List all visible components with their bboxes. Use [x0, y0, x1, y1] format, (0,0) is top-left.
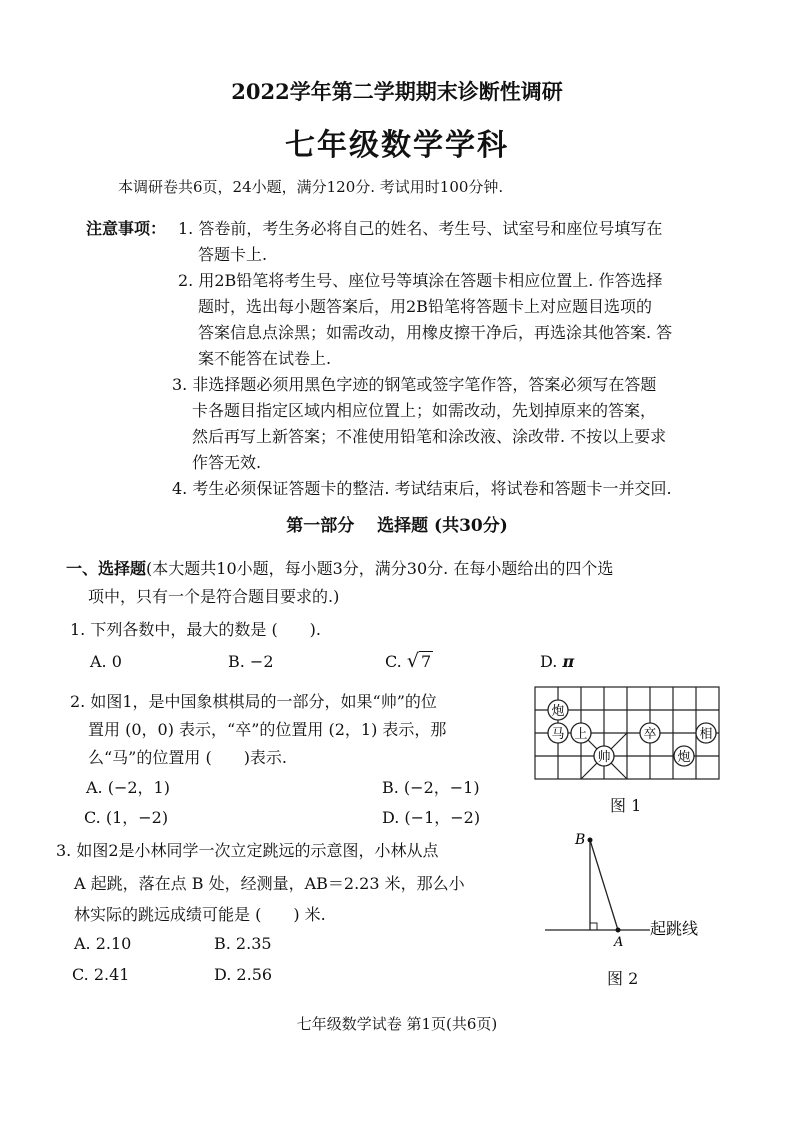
piece-ma [548, 723, 568, 743]
note-3-line-1: 3. 非选择题必须用黑色字迹的钢笔或签字笔作答，答案必须写在答题 [172, 375, 657, 394]
point-a [616, 928, 621, 933]
note-3-line-4: 作答无效. [192, 453, 262, 472]
q2-line-1: 2. 如图1，是中国象棋棋局的一部分，如果“帅”的位 [70, 692, 437, 711]
note-4-line-1: 4. 考生必须保证答题卡的整洁. 考试结束后，将试卷和答题卡一并交回. [172, 479, 672, 498]
note-2-line-3: 答案信息点涂黑；如需改动，用橡皮擦干净后，再选涂其他答案. 答 [198, 323, 673, 342]
part1-heading [66, 556, 613, 579]
piece-ma-label: 马 [551, 727, 565, 742]
point-b [588, 838, 593, 843]
q3-option-b: B. 2.35 [214, 934, 272, 953]
figure-2-long-jump [540, 830, 720, 955]
figure-2-caption: 图 2 [607, 969, 639, 988]
q2-option-c: C. (1，−2) [84, 808, 169, 827]
note-1-line-2: 答题卡上. [198, 245, 268, 264]
q1-option-d [540, 652, 574, 671]
q2-option-d: D. (−1，−2) [382, 808, 481, 827]
label-b: B [575, 832, 586, 848]
label-a: A [614, 935, 624, 950]
q3-option-c: C. 2.41 [72, 965, 130, 984]
sqrt-symbol: √ 7 [406, 650, 432, 672]
piece-pao-2 [674, 746, 694, 766]
note-3-line-3: 然后再写上新答案；不准使用铅笔和涂改液、涂改带. 不按以上要求 [192, 427, 667, 446]
piece-xiang-label: 相 [699, 727, 713, 742]
piece-shuai-label: 帅 [597, 750, 611, 765]
note-2-line-2: 题时，选出每小题答案后，用2B铅笔将答题卡上对应题目选项的 [198, 297, 652, 316]
q1-option-c-label: C. [385, 652, 402, 671]
piece-pao-1-label: 炮 [551, 704, 565, 719]
notes-label: 注意事项： [86, 219, 167, 238]
exam-title: 2022学年第二学期期末诊断性调研 [231, 79, 563, 104]
piece-shang-label: 上 [574, 727, 588, 742]
exam-intro: 本调研卷共6页，24小题，满分120分. 考试用时100分钟. [118, 178, 504, 196]
piece-shuai [594, 746, 614, 766]
takeoff-line-label: 起跳线 [650, 919, 699, 938]
piece-xiang [696, 723, 716, 743]
q2-line-3: 么“马”的位置用 ( )表示. [88, 748, 288, 767]
q1-stem: 1. 下列各数中，最大的数是 ( ). [70, 620, 322, 639]
q3-option-a: A. 2.10 [74, 934, 132, 953]
page-footer: 七年级数学试卷 第1页(共6页) [296, 1015, 498, 1033]
piece-pao-1 [548, 700, 568, 720]
piece-zu-label: 卒 [643, 727, 657, 742]
q3-option-d: D. 2.56 [214, 965, 273, 984]
piece-zu [640, 723, 660, 743]
subject-title: 七年级数学学科 [285, 128, 509, 163]
q1-option-d-value: π [562, 652, 575, 671]
figure-1-caption: 图 1 [610, 796, 642, 815]
q1-option-c-radicand: 7 [420, 652, 432, 671]
segment-ab [590, 840, 618, 930]
q1-option-d-label: D. [540, 652, 558, 671]
figure-1-chessboard [534, 686, 720, 780]
piece-shang [571, 723, 591, 743]
q2-option-a: A. (−2，1) [86, 778, 170, 797]
right-angle-mark [590, 923, 597, 930]
q3-line-1: 3. 如图2是小林同学一次立定跳远的示意图，小林从点 [56, 841, 439, 860]
q3-line-2: A 起跳，落在点 B 处，经测量，AB＝2.23 米，那么小 [74, 874, 465, 893]
q2-option-b: B. (−2，−1) [382, 778, 480, 797]
part1-label: 一、选择题 [66, 559, 147, 578]
note-3-line-2: 卡各题目指定区域内相应位置上；如需改动，先划掉原来的答案， [192, 401, 657, 420]
q1-option-c [385, 650, 433, 672]
note-2-line-4: 案不能答在试卷上. [198, 349, 332, 368]
section-title: 第一部分 选择题 (共30分) [286, 516, 508, 536]
note-2-line-1: 2. 用2B铅笔将考生号、座位号等填涂在答题卡相应位置上. 作答选择 [178, 271, 663, 290]
q2-line-2: 置用 (0，0) 表示，“卒”的位置用 (2，1) 表示，那 [88, 720, 447, 739]
q1-option-b: B. −2 [228, 652, 274, 671]
piece-pao-2-label: 炮 [677, 750, 691, 765]
q1-option-a: A. 0 [90, 652, 122, 671]
part1-desc-line-2: 项中，只有一个是符合题目要求的.) [88, 587, 340, 606]
part1-desc-line-1: (本大题共10小题，每小题3分，满分30分. 在每小题给出的四个选 [146, 559, 614, 578]
q3-line-3: 林实际的跳远成绩可能是 ( ) 米. [74, 905, 326, 924]
note-1-line-1: 1. 答卷前，考生务必将自己的姓名、考生号、试室号和座位号填写在 [178, 219, 663, 238]
